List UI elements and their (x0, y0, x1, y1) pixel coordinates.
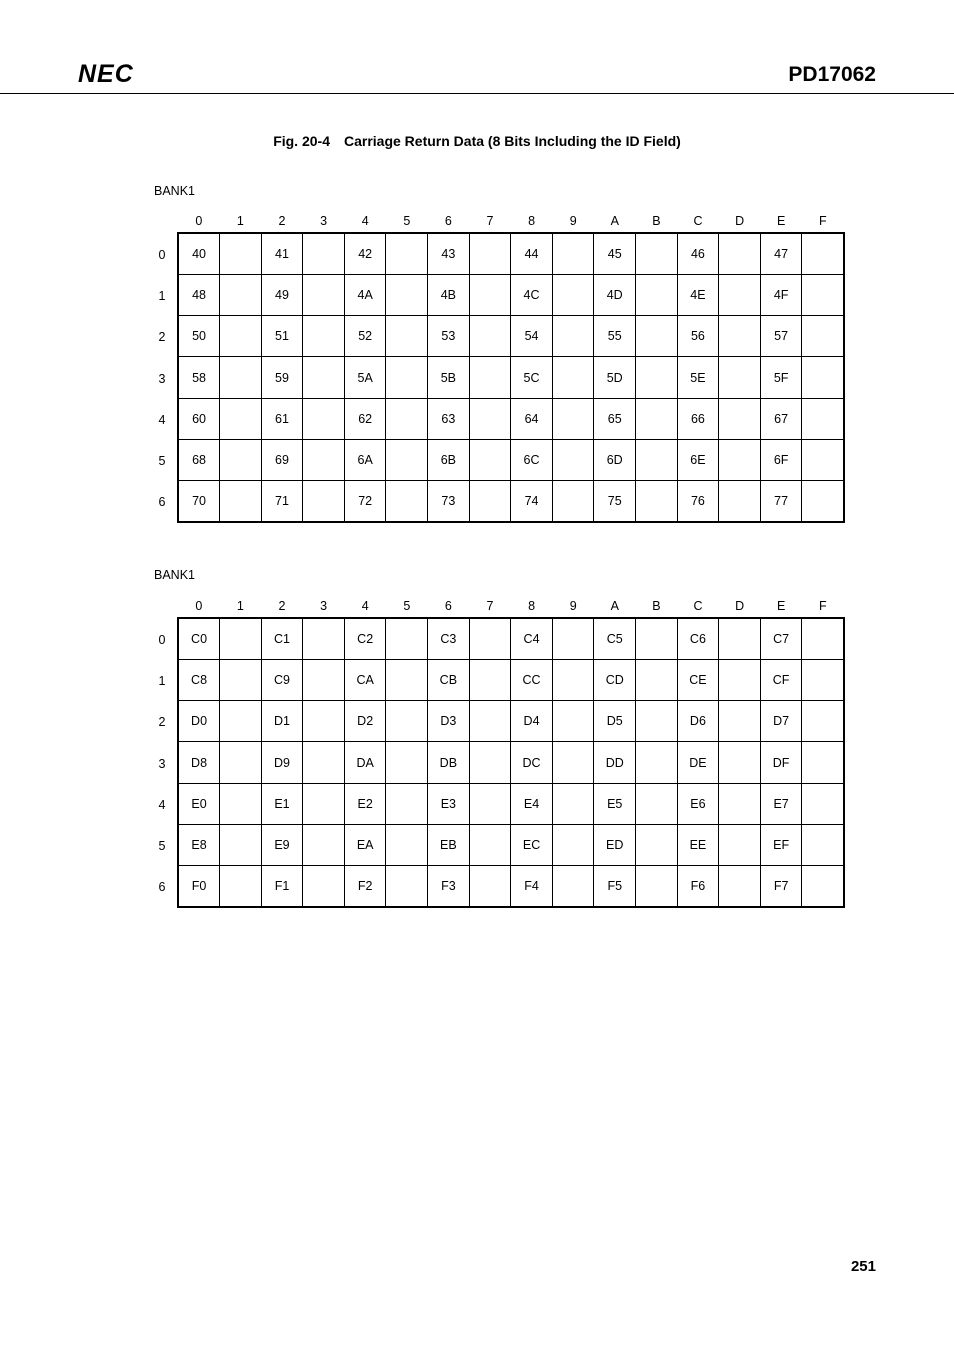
table-cell (469, 701, 511, 742)
table-cell (719, 866, 761, 907)
table-cell: DD (594, 742, 636, 783)
table-cell (220, 357, 262, 398)
table-cell (303, 659, 345, 700)
table-cell: D8 (178, 742, 220, 783)
table-cell (719, 274, 761, 315)
table-cell (386, 824, 428, 865)
table-cell: EC (511, 824, 553, 865)
table-cell (220, 824, 262, 865)
table-cell: F2 (344, 866, 386, 907)
table-cell: 64 (511, 398, 553, 439)
table-cell: 55 (594, 316, 636, 357)
column-header: D (735, 599, 745, 613)
column-header: C (693, 214, 703, 228)
table-row (178, 398, 844, 439)
table-cell (719, 659, 761, 700)
table-cell (552, 316, 594, 357)
table-cell: 4F (760, 274, 802, 315)
table-cell (220, 783, 262, 824)
table-cell (220, 701, 262, 742)
table-cell: E9 (261, 824, 303, 865)
table-cell: 5E (677, 357, 719, 398)
table-cell (552, 233, 594, 274)
table-cell: 77 (760, 481, 802, 522)
row-header: 2 (158, 715, 166, 730)
column-header: C (693, 599, 703, 613)
table-cell: 44 (511, 233, 553, 274)
table-cell: 63 (428, 398, 470, 439)
row-header: 1 (158, 673, 166, 688)
table-cell (802, 866, 844, 907)
table-cell: D3 (428, 701, 470, 742)
table-cell (802, 233, 844, 274)
column-header: 5 (403, 599, 411, 613)
table-cell: 57 (760, 316, 802, 357)
table-cell: 42 (344, 233, 386, 274)
table-cell (552, 701, 594, 742)
table-cell (303, 316, 345, 357)
table-cell (719, 439, 761, 480)
table-cell: CC (511, 659, 553, 700)
table-cell: 61 (261, 398, 303, 439)
table-cell: EE (677, 824, 719, 865)
table-cell: 43 (428, 233, 470, 274)
table-row (178, 742, 844, 783)
table-cell: F6 (677, 866, 719, 907)
table-cell (552, 274, 594, 315)
table-cell: 60 (178, 398, 220, 439)
table-cell: E2 (344, 783, 386, 824)
table-cell: 41 (261, 233, 303, 274)
table-cell: D6 (677, 701, 719, 742)
table-cell: F1 (261, 866, 303, 907)
table-cell (386, 439, 428, 480)
table-cell (303, 357, 345, 398)
table-cell (386, 742, 428, 783)
table-cell (469, 398, 511, 439)
row-header: 2 (158, 330, 166, 345)
table-cell (220, 742, 262, 783)
table-cell (802, 481, 844, 522)
table-cell (303, 233, 345, 274)
nec-logo: NEC (78, 60, 134, 88)
table-cell (719, 481, 761, 522)
table-cell: D9 (261, 742, 303, 783)
table-cell (802, 398, 844, 439)
table-cell: E3 (428, 783, 470, 824)
table-cell: C9 (261, 659, 303, 700)
row-header: 3 (158, 756, 166, 771)
table-cell (719, 316, 761, 357)
table-cell: DB (428, 742, 470, 783)
table-cell (802, 618, 844, 659)
table-cell: 46 (677, 233, 719, 274)
table-cell: DC (511, 742, 553, 783)
table-cell (802, 701, 844, 742)
table-cell (469, 866, 511, 907)
row-header: 5 (158, 839, 166, 854)
column-header: 6 (444, 599, 452, 613)
table-cell (802, 274, 844, 315)
table-cell (220, 659, 262, 700)
table-cell: F5 (594, 866, 636, 907)
table-cell (636, 481, 678, 522)
table-cell (303, 824, 345, 865)
table-cell: E4 (511, 783, 553, 824)
table-row (178, 357, 844, 398)
page-number: 251 (850, 1258, 876, 1275)
table-cell: 71 (261, 481, 303, 522)
table-cell (469, 481, 511, 522)
table-cell (636, 783, 678, 824)
table-cell (220, 316, 262, 357)
column-header: 1 (236, 599, 244, 613)
row-header: 6 (158, 880, 166, 895)
column-header: D (735, 214, 745, 228)
bank-label: BANK1 (154, 184, 195, 198)
table-cell: 49 (261, 274, 303, 315)
table-cell (636, 701, 678, 742)
bank-label: BANK1 (154, 568, 195, 582)
table-cell (636, 316, 678, 357)
table-cell: C4 (511, 618, 553, 659)
table-cell (220, 233, 262, 274)
row-header: 0 (158, 632, 166, 647)
table-cell: E1 (261, 783, 303, 824)
table-cell: 4C (511, 274, 553, 315)
table-cell (303, 274, 345, 315)
table-cell (469, 742, 511, 783)
figure-caption (0, 132, 954, 150)
part-number: PD17062 (788, 63, 876, 86)
table-cell (552, 439, 594, 480)
row-header: 5 (158, 454, 166, 469)
table-cell (802, 824, 844, 865)
table-cell (719, 398, 761, 439)
table-cell: F7 (760, 866, 802, 907)
column-header: E (777, 214, 786, 228)
table-cell: C3 (428, 618, 470, 659)
table-cell: 50 (178, 316, 220, 357)
table-cell: DE (677, 742, 719, 783)
table-cell: F3 (428, 866, 470, 907)
table-cell (386, 233, 428, 274)
table-cell (469, 618, 511, 659)
table-cell: D1 (261, 701, 303, 742)
table-cell (802, 316, 844, 357)
figure-title: Carriage Return Data (8 Bits Including the ID Field) (343, 133, 681, 149)
table-cell (636, 866, 678, 907)
column-header: 1 (236, 214, 244, 228)
table-cell: 69 (261, 439, 303, 480)
figure-number: Fig. 20-4 (273, 133, 330, 149)
table-cell: F4 (511, 866, 553, 907)
table-cell (303, 439, 345, 480)
table-cell: D0 (178, 701, 220, 742)
table-cell (802, 439, 844, 480)
table-cell (552, 866, 594, 907)
table-cell (303, 481, 345, 522)
table-cell: 6E (677, 439, 719, 480)
table-cell: 74 (511, 481, 553, 522)
bank-data-table (177, 617, 845, 908)
table-cell: 6A (344, 439, 386, 480)
table-cell (636, 618, 678, 659)
table-cell (469, 439, 511, 480)
bank-data-table (177, 232, 845, 523)
table-cell: E0 (178, 783, 220, 824)
column-header: B (652, 599, 661, 613)
table-cell (469, 357, 511, 398)
table-cell (386, 398, 428, 439)
table-cell: 5A (344, 357, 386, 398)
table-cell: 70 (178, 481, 220, 522)
table-cell (303, 783, 345, 824)
table-cell (719, 233, 761, 274)
table-cell (636, 824, 678, 865)
table-cell: 75 (594, 481, 636, 522)
table-cell (220, 618, 262, 659)
table-cell: EF (760, 824, 802, 865)
column-header: A (610, 214, 619, 228)
column-header: 0 (195, 214, 203, 228)
table-cell: 4A (344, 274, 386, 315)
table-cell (802, 659, 844, 700)
header-rule (0, 93, 954, 94)
column-header: 9 (569, 214, 577, 228)
row-header: 0 (158, 247, 166, 262)
table-cell (386, 316, 428, 357)
table-cell: 6B (428, 439, 470, 480)
table-cell (636, 659, 678, 700)
column-header: 0 (195, 599, 203, 613)
table-cell: 76 (677, 481, 719, 522)
table-cell: 6F (760, 439, 802, 480)
table-cell: 40 (178, 233, 220, 274)
table-cell (220, 274, 262, 315)
row-header: 4 (158, 412, 166, 427)
table-cell: 66 (677, 398, 719, 439)
table-cell (469, 783, 511, 824)
table-cell (802, 742, 844, 783)
table-cell (802, 357, 844, 398)
table-cell: 47 (760, 233, 802, 274)
column-header: 5 (403, 214, 411, 228)
table-cell: CD (594, 659, 636, 700)
table-cell: E5 (594, 783, 636, 824)
table-cell (636, 274, 678, 315)
table-cell: CA (344, 659, 386, 700)
column-header: A (610, 599, 619, 613)
table-row (178, 439, 844, 480)
table-cell (636, 233, 678, 274)
table-cell (802, 783, 844, 824)
column-header: 7 (486, 214, 494, 228)
column-header: F (818, 214, 827, 228)
table-cell (719, 824, 761, 865)
table-cell: E8 (178, 824, 220, 865)
table-cell: F0 (178, 866, 220, 907)
column-header: 8 (528, 599, 536, 613)
row-header: 1 (158, 288, 166, 303)
table-cell: C1 (261, 618, 303, 659)
table-cell: 5C (511, 357, 553, 398)
table-cell: 4B (428, 274, 470, 315)
table-cell (386, 481, 428, 522)
table-cell (303, 742, 345, 783)
table-cell: 45 (594, 233, 636, 274)
table-cell: 51 (261, 316, 303, 357)
table-row (178, 701, 844, 742)
table-cell (303, 866, 345, 907)
table-cell: C2 (344, 618, 386, 659)
table-cell (719, 742, 761, 783)
table-cell (552, 824, 594, 865)
column-header: 2 (278, 214, 286, 228)
table-cell (469, 824, 511, 865)
table-row (178, 659, 844, 700)
table-cell (303, 701, 345, 742)
table-cell: 58 (178, 357, 220, 398)
table-cell: C5 (594, 618, 636, 659)
table-cell: DF (760, 742, 802, 783)
column-header: 8 (528, 214, 536, 228)
table-row (178, 618, 844, 659)
table-cell: 65 (594, 398, 636, 439)
column-header: F (818, 599, 827, 613)
table-cell: DA (344, 742, 386, 783)
column-header: 9 (569, 599, 577, 613)
table-cell (552, 659, 594, 700)
table-cell: C8 (178, 659, 220, 700)
table-cell: 5B (428, 357, 470, 398)
table-cell: D7 (760, 701, 802, 742)
table-cell: 53 (428, 316, 470, 357)
table-cell: 67 (760, 398, 802, 439)
table-cell: 5D (594, 357, 636, 398)
table-row (178, 274, 844, 315)
table-cell (636, 439, 678, 480)
table-cell: 4E (677, 274, 719, 315)
table-cell (719, 357, 761, 398)
table-cell: 5F (760, 357, 802, 398)
table-row (178, 316, 844, 357)
table-cell (552, 783, 594, 824)
table-cell (469, 316, 511, 357)
table-cell (469, 274, 511, 315)
table-cell (386, 357, 428, 398)
table-cell: 56 (677, 316, 719, 357)
table-cell (386, 659, 428, 700)
table-cell (220, 866, 262, 907)
table-row (178, 824, 844, 865)
table-cell: CE (677, 659, 719, 700)
column-header: B (652, 214, 661, 228)
table-cell: 68 (178, 439, 220, 480)
table-cell: 62 (344, 398, 386, 439)
table-cell: EA (344, 824, 386, 865)
table-cell: C6 (677, 618, 719, 659)
table-row (178, 866, 844, 907)
column-header: 2 (278, 599, 286, 613)
table-cell (552, 742, 594, 783)
table-cell: 4D (594, 274, 636, 315)
row-header: 6 (158, 495, 166, 510)
table-cell: D2 (344, 701, 386, 742)
table-cell: 52 (344, 316, 386, 357)
table-cell (719, 618, 761, 659)
table-cell (552, 481, 594, 522)
row-header: 4 (158, 797, 166, 812)
table-cell (386, 783, 428, 824)
table-cell (220, 481, 262, 522)
table-cell: 6C (511, 439, 553, 480)
table-cell (220, 398, 262, 439)
table-cell: CF (760, 659, 802, 700)
column-header: 6 (444, 214, 452, 228)
table-cell: 59 (261, 357, 303, 398)
table-cell (552, 398, 594, 439)
table-cell: E6 (677, 783, 719, 824)
table-cell: 72 (344, 481, 386, 522)
table-cell: C0 (178, 618, 220, 659)
table-cell: D5 (594, 701, 636, 742)
row-header: 3 (158, 371, 166, 386)
table-cell (636, 742, 678, 783)
table-cell (469, 659, 511, 700)
table-cell (386, 274, 428, 315)
table-cell (636, 398, 678, 439)
table-cell (303, 618, 345, 659)
table-cell (719, 783, 761, 824)
column-header: 4 (361, 599, 369, 613)
table-cell: C7 (760, 618, 802, 659)
table-cell: 73 (428, 481, 470, 522)
table-cell (719, 701, 761, 742)
table-cell (220, 439, 262, 480)
table-row (178, 783, 844, 824)
table-cell (386, 701, 428, 742)
column-header: 7 (486, 599, 494, 613)
table-cell: 6D (594, 439, 636, 480)
column-header: 3 (320, 599, 328, 613)
table-cell: CB (428, 659, 470, 700)
table-cell: 54 (511, 316, 553, 357)
table-cell: E7 (760, 783, 802, 824)
column-header: 3 (320, 214, 328, 228)
table-cell (303, 398, 345, 439)
table-row (178, 233, 844, 274)
table-cell (552, 357, 594, 398)
table-cell: EB (428, 824, 470, 865)
table-cell (386, 866, 428, 907)
column-header: 4 (361, 214, 369, 228)
table-cell (636, 357, 678, 398)
table-cell (386, 618, 428, 659)
column-header: E (777, 599, 786, 613)
table-cell: D4 (511, 701, 553, 742)
table-cell: ED (594, 824, 636, 865)
table-cell (552, 618, 594, 659)
table-cell: 48 (178, 274, 220, 315)
table-row (178, 481, 844, 522)
table-cell (469, 233, 511, 274)
